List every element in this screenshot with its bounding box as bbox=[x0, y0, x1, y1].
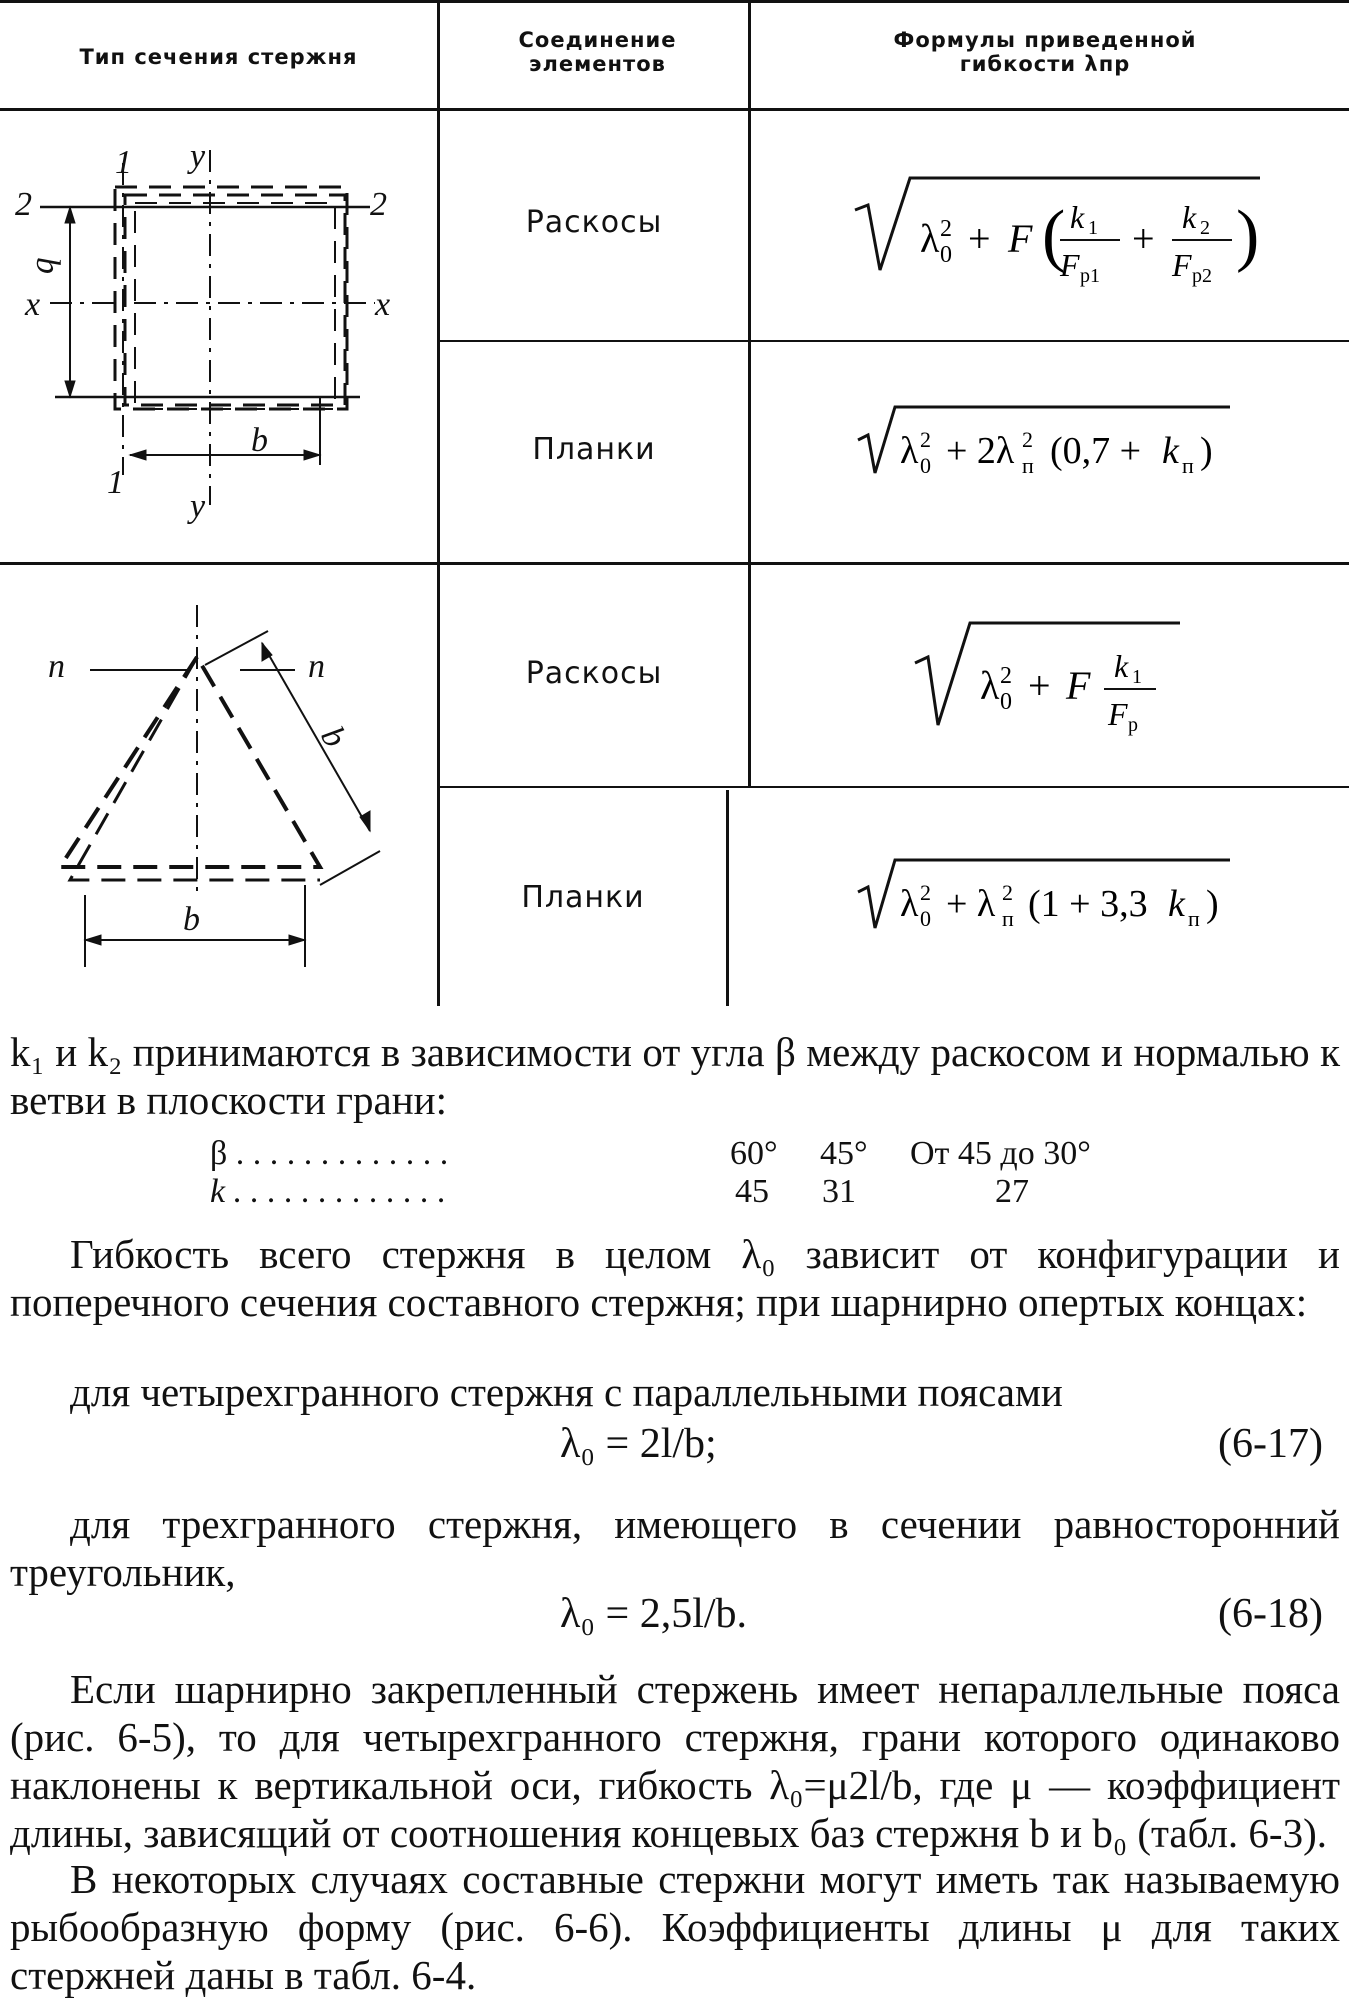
fig1-label-2-right: 2 bbox=[370, 186, 387, 223]
row3-connection: Раскосы bbox=[525, 656, 663, 691]
svg-text:p: p bbox=[1128, 714, 1138, 736]
equation-6-17: λ₀ = 2l/b; bbox=[560, 1421, 717, 1467]
equation-6-18-number: (6-18) bbox=[1218, 1591, 1323, 1637]
fig1-label-b-vertical: b bbox=[29, 257, 66, 274]
svg-text:0: 0 bbox=[1000, 689, 1012, 715]
paragraph-three-faced: для трехгранного стержня, имеющего в сечении равносторонний треугольник, bbox=[10, 1501, 1340, 1595]
table-row1-divider bbox=[440, 340, 1349, 342]
row1-formula-svg bbox=[760, 160, 1320, 300]
k-value-3: 27 bbox=[995, 1173, 1029, 1210]
svg-text:F: F bbox=[1008, 216, 1033, 261]
fig1-label-x-right: x bbox=[375, 286, 391, 323]
svg-text:0: 0 bbox=[940, 242, 952, 268]
row2-connection: Планки bbox=[532, 432, 656, 467]
svg-text:): ) bbox=[1200, 430, 1213, 472]
svg-text:+: + bbox=[968, 216, 991, 261]
beta-label: β . . . . . . . . . . . . . bbox=[210, 1135, 449, 1172]
triangle-section-figure bbox=[30, 595, 430, 995]
svg-text:2: 2 bbox=[920, 880, 931, 905]
svg-text:0: 0 bbox=[920, 906, 931, 931]
svg-text:λ: λ bbox=[900, 430, 919, 472]
fig2-label-n-right: n bbox=[308, 648, 325, 685]
svg-text:+: + bbox=[1132, 216, 1155, 261]
svg-text:p1: p1 bbox=[1080, 265, 1100, 287]
svg-text:1: 1 bbox=[1088, 217, 1098, 239]
header-section-type: Тип сечения стержня bbox=[79, 45, 358, 69]
fig1-label-1-top: 1 bbox=[115, 144, 132, 181]
svg-text:λ: λ bbox=[920, 216, 940, 261]
k-row bbox=[210, 1173, 1210, 1211]
svg-text:+ λ: + λ bbox=[946, 883, 996, 925]
svg-text:+ 2λ: + 2λ bbox=[946, 430, 1015, 472]
fig1-label-x-left: x bbox=[25, 286, 41, 323]
svg-text:k: k bbox=[1162, 430, 1179, 472]
header-formula: Формулы приведенной гибкости λпр bbox=[893, 28, 1197, 76]
beta-value-3: От 45 до 30° bbox=[910, 1135, 1091, 1172]
fig1-label-y-top: y bbox=[190, 138, 206, 175]
paragraph-k-coefficients: k₁ и k₂ принимаются в зависимости от угла β между раскосом и нормалью к ветви в плоскости грани: bbox=[10, 1029, 1340, 1123]
svg-text:p2: p2 bbox=[1192, 265, 1212, 287]
svg-text:F: F bbox=[1060, 247, 1080, 283]
svg-text:k: k bbox=[1168, 883, 1185, 925]
row4-formula-svg bbox=[760, 850, 1320, 960]
svg-text:(0,7 +: (0,7 + bbox=[1050, 430, 1142, 472]
beta-value-1: 60° bbox=[730, 1135, 778, 1172]
svg-text:λ: λ bbox=[900, 883, 919, 925]
fig2-label-b-slanted: b bbox=[313, 720, 354, 754]
svg-text:): ) bbox=[1236, 197, 1260, 274]
header-connection: Соединение элементов bbox=[518, 28, 677, 76]
row4-connection: Планки bbox=[521, 880, 645, 915]
table-col-divider-2b bbox=[726, 790, 729, 1006]
svg-text:2: 2 bbox=[1000, 663, 1012, 689]
svg-text:1: 1 bbox=[1132, 666, 1142, 688]
fig1-label-y-bottom: y bbox=[190, 488, 206, 525]
svg-text:п: п bbox=[1182, 453, 1194, 478]
fig1-label-1-bottom: 1 bbox=[107, 464, 124, 501]
svg-text:п: п bbox=[1188, 906, 1200, 931]
paragraph-fish-shaped: В некоторых случаях составные стержни могут иметь так называемую рыбообразную форму (рис. 6-6). Коэффициенты длины μ для таких стержней даны в табл. 6-4. bbox=[10, 1856, 1340, 1998]
svg-text:F: F bbox=[1172, 247, 1192, 283]
k-value-1: 45 bbox=[735, 1173, 769, 1210]
svg-text:F: F bbox=[1108, 696, 1128, 732]
svg-text:2: 2 bbox=[1022, 427, 1033, 452]
beta-table bbox=[210, 1135, 1210, 1211]
svg-text:2: 2 bbox=[1200, 217, 1210, 239]
svg-text:0: 0 bbox=[920, 453, 931, 478]
k-label: k . . . . . . . . . . . . . bbox=[210, 1173, 447, 1210]
table-top-rule bbox=[0, 0, 1349, 3]
row3-formula-svg bbox=[760, 615, 1320, 745]
square-section-figure bbox=[15, 135, 435, 525]
table-group-rule bbox=[0, 562, 1349, 565]
table-row3-divider bbox=[440, 786, 1349, 788]
equation-6-17-number: (6-17) bbox=[1218, 1421, 1323, 1467]
beta-value-2: 45° bbox=[820, 1135, 868, 1172]
svg-text:2: 2 bbox=[1002, 880, 1013, 905]
paragraph-flexibility: Гибкость всего стержня в целом λ₀ зависит от конфигурации и поперечного сечения составного стержня; при шарнирно опертых концах: bbox=[10, 1231, 1340, 1325]
svg-text:п: п bbox=[1022, 453, 1034, 478]
svg-text:п: п bbox=[1002, 906, 1014, 931]
paragraph-hinged-rod: Если шарнирно закрепленный стержень имеет непараллельные пояса (рис. 6-5), то для четырехгранного стержня, грани которого одинаково наклонены к вертикальной оси, гибкость λ₀=μ2l/b, где μ — коэффициент длины, зависящий от соотношения концевых баз стержня b и b₀ (табл. 6-3). bbox=[10, 1666, 1340, 1856]
beta-row bbox=[210, 1135, 1210, 1173]
table-col-divider-2 bbox=[748, 0, 751, 786]
svg-text:(1 + 3,3: (1 + 3,3 bbox=[1028, 883, 1148, 925]
svg-text:k: k bbox=[1070, 199, 1085, 235]
paragraph-four-faced: для четырехгранного стержня с параллельными поясами bbox=[70, 1369, 1063, 1415]
fig2-label-n-left: n bbox=[48, 648, 65, 685]
svg-text:2: 2 bbox=[920, 427, 931, 452]
svg-text:k: k bbox=[1182, 199, 1197, 235]
fig1-label-2-left: 2 bbox=[15, 186, 32, 223]
svg-text:λ: λ bbox=[980, 663, 1000, 708]
k-value-2: 31 bbox=[822, 1173, 856, 1210]
row1-connection: Раскосы bbox=[525, 205, 663, 240]
svg-text:F: F bbox=[1066, 663, 1091, 708]
svg-text:): ) bbox=[1206, 883, 1219, 925]
table-col-divider-1 bbox=[437, 0, 440, 1006]
fig1-label-b-horizontal: b bbox=[251, 422, 268, 459]
svg-text:+: + bbox=[1028, 663, 1051, 708]
svg-text:k: k bbox=[1114, 648, 1129, 684]
svg-text:2: 2 bbox=[940, 216, 952, 242]
equation-6-18: λ₀ = 2,5l/b. bbox=[560, 1591, 748, 1637]
svg-text:(: ( bbox=[1042, 197, 1066, 274]
fig2-label-b-horizontal: b bbox=[183, 901, 200, 938]
table-header-rule bbox=[0, 108, 1349, 111]
row2-formula-svg bbox=[760, 395, 1320, 505]
